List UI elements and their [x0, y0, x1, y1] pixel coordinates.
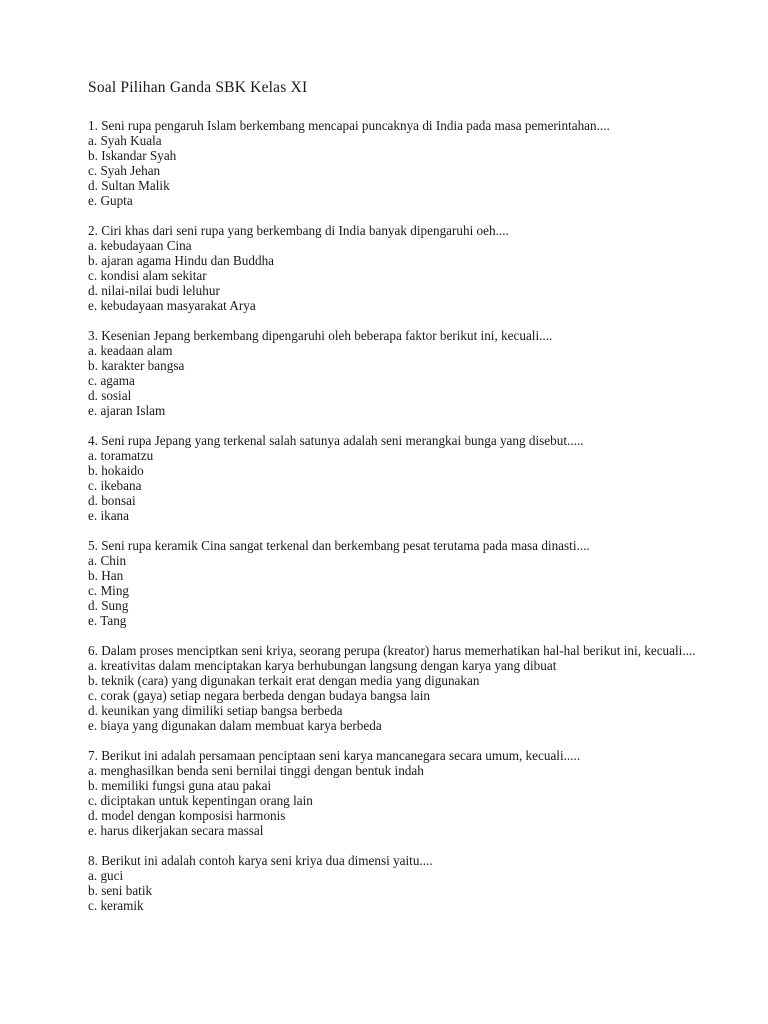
answer-option: a. Syah Kuala: [88, 133, 162, 148]
question-2: [88, 223, 708, 313]
answer-option: c. ikebana: [88, 478, 142, 493]
answer-option: d. model dengan komposisi harmonis: [88, 808, 286, 823]
question-stem: 2. Ciri khas dari seni rupa yang berkembang di India banyak dipengaruhi oeh....: [88, 223, 509, 238]
answer-option: b. memiliki fungsi guna atau pakai: [88, 778, 272, 793]
answer-option: a. keadaan alam: [88, 343, 173, 358]
question-stem: 5. Seni rupa keramik Cina sangat terkenal dan berkembang pesat terutama pada masa dinasti....: [88, 538, 590, 553]
answer-option: a. kreativitas dalam menciptakan karya berhubungan langsung dengan karya yang dibuat: [88, 658, 557, 673]
answer-option: d. Sung: [88, 598, 129, 613]
answer-option: c. diciptakan untuk kepentingan orang lain: [88, 793, 313, 808]
question-stem: 6. Dalam proses menciptkan seni kriya, seorang perupa (kreator) harus memerhatikan hal-hal berikut ini, kecuali....: [88, 643, 696, 658]
question-6: [88, 643, 708, 733]
answer-option: d. sosial: [88, 388, 132, 403]
question-stem: 1. Seni rupa pengaruh Islam berkembang mencapai puncaknya di India pada masa pemerintahan....: [88, 118, 610, 133]
answer-option: a. kebudayaan Cina: [88, 238, 192, 253]
answer-option: e. Gupta: [88, 193, 133, 208]
question-7: [88, 748, 708, 838]
question-stem: 3. Kesenian Jepang berkembang dipengaruhi oleh beberapa faktor berikut ini, kecuali....: [88, 328, 553, 343]
answer-option: e. biaya yang digunakan dalam membuat karya berbeda: [88, 718, 382, 733]
question-3: [88, 328, 708, 418]
answer-option: e. ikana: [88, 508, 130, 523]
answer-option: c. corak (gaya) setiap negara berbeda dengan budaya bangsa lain: [88, 688, 430, 703]
answer-option: d. Sultan Malik: [88, 178, 170, 193]
answer-option: a. Chin: [88, 553, 127, 568]
question-1: [88, 118, 708, 208]
question-8: [88, 853, 708, 913]
answer-option: e. harus dikerjakan secara massal: [88, 823, 264, 838]
answer-option: a. menghasilkan benda seni bernilai tinggi dengan bentuk indah: [88, 763, 424, 778]
question-stem: 8. Berikut ini adalah contoh karya seni kriya dua dimensi yaitu....: [88, 853, 433, 868]
answer-option: e. Tang: [88, 613, 127, 628]
question-stem: 7. Berikut ini adalah persamaan penciptaan seni karya mancanegara secara umum, kecuali.....: [88, 748, 581, 763]
question-4: [88, 433, 708, 523]
answer-option: b. teknik (cara) yang digunakan terkait erat dengan media yang digunakan: [88, 673, 480, 688]
answer-option: c. agama: [88, 373, 135, 388]
answer-option: b. karakter bangsa: [88, 358, 185, 373]
document-title: Soal Pilihan Ganda SBK Kelas XI: [88, 79, 308, 96]
answer-option: d. nilai-nilai budi leluhur: [88, 283, 220, 298]
answer-option: c. Syah Jehan: [88, 163, 161, 178]
answer-option: e. kebudayaan masyarakat Arya: [88, 298, 256, 313]
answer-option: b. seni batik: [88, 883, 153, 898]
answer-option: b. Han: [88, 568, 124, 583]
answer-option: d. bonsai: [88, 493, 136, 508]
answer-option: c. keramik: [88, 898, 144, 913]
answer-option: c. Ming: [88, 583, 130, 598]
answer-option: b. hokaido: [88, 463, 144, 478]
answer-option: c. kondisi alam sekitar: [88, 268, 207, 283]
answer-option: b. ajaran agama Hindu dan Buddha: [88, 253, 275, 268]
answer-option: b. Iskandar Syah: [88, 148, 177, 163]
answer-option: a. guci: [88, 868, 124, 883]
document-page: [88, 78, 708, 928]
question-stem: 4. Seni rupa Jepang yang terkenal salah satunya adalah seni merangkai bunga yang disebut.....: [88, 433, 584, 448]
answer-option: e. ajaran Islam: [88, 403, 166, 418]
answer-option: a. toramatzu: [88, 448, 154, 463]
answer-option: d. keunikan yang dimiliki setiap bangsa berbeda: [88, 703, 343, 718]
question-5: [88, 538, 708, 628]
